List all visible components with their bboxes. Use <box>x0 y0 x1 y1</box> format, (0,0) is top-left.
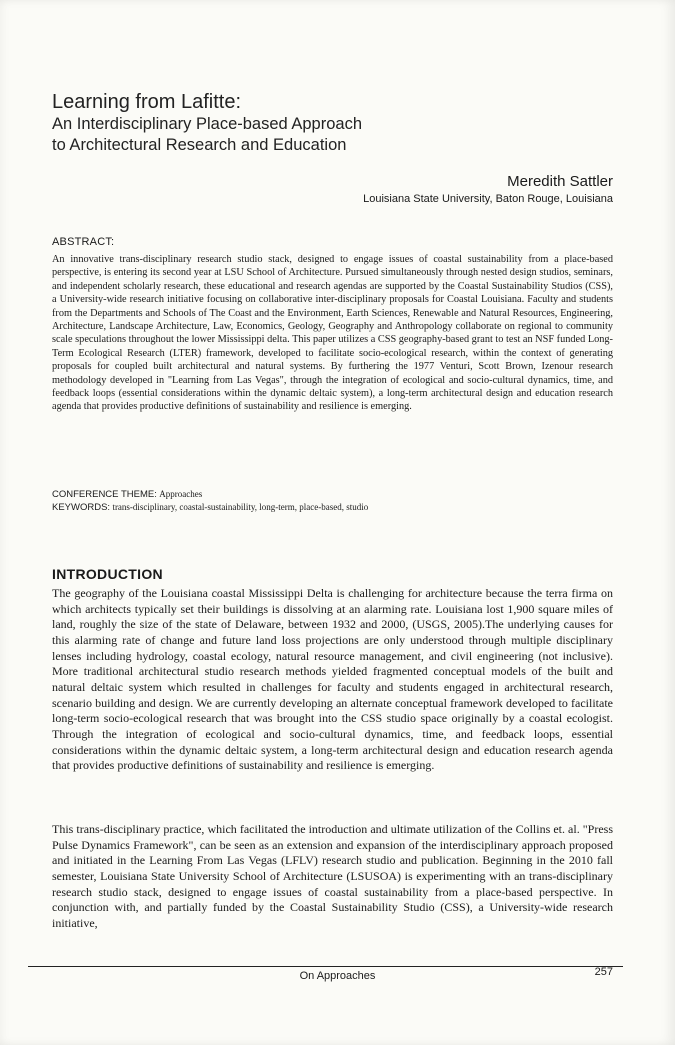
keywords-line <box>52 501 613 514</box>
introduction-paragraph-2: This trans-disciplinary practice, which facilitated the introduction and ultimate utilization of the Collins et. al. "Press Pulse Dynamics Framework", can be seen as an extension and expansion of the interdisciplinary approach proposed and initiated in the Learning From Las Vegas (LFLV) research studio and publication. Beginning in the 2010 fall semester, Louisiana State University School of Architecture (LSUSOA) is experimenting with an trans-disciplinary research studio stack, designed to engage issues of coastal sustainability from a place-based perspective. In conjunction with, and partially funded by the Coastal Sustainability Studio (CSS), a University-wide research initiative, <box>52 822 613 930</box>
conference-theme-label: CONFERENCE THEME: <box>52 489 157 500</box>
keywords-value: trans-disciplinary, coastal-sustainability, long-term, place-based, studio <box>112 502 369 512</box>
footer-rule <box>28 966 623 967</box>
paper-metadata <box>52 488 613 514</box>
author-name: Meredith Sattler <box>507 173 613 190</box>
page-number: 257 <box>594 966 613 978</box>
author-affiliation: Louisiana State University, Baton Rouge, Louisiana <box>363 193 613 205</box>
keywords-label: KEYWORDS: <box>52 502 111 513</box>
title-line-3: to Architectural Research and Education <box>52 136 347 154</box>
introduction-paragraph-1: The geography of the Louisiana coastal Mississippi Delta is challenging for architecture because the terra firma on which architects typically set their buildings is dissolving at an alarming rate. Louisiana lost 1,900 square miles of land, roughly the size of the state of Delaware, between 1932 and 2000, (USGS, 2005).The underlying causes for this alarming rate of change and future land loss projections are only understood through multiple disciplinary lenses including hydrology, coastal ecology, natural resource management, and civil engineering (not inclusive). More traditional architectural studio research methods yielded fragmented conceptual models of the built and natural deltaic system which resulted in challenges for faculty and students engaged in architectural research, scenario building and design. We are currently developing an alternate conceptual framework developed to facilitate long-term socio-ecological research that was brought into the CSS studio space originally by a coastal ecologist. Through the integration of ecological and socio-cultural dynamics, time, and feedback loops, essential considerations within the dynamic deltaic system, a long-term architectural design and education research agenda that provides productive definitions of sustainability and resilience is emerging. <box>52 586 613 773</box>
title-line-2: An Interdisciplinary Place-based Approach <box>52 115 363 133</box>
introduction-heading: INTRODUCTION <box>52 566 163 582</box>
footer-running-title: On Approaches <box>299 970 376 982</box>
abstract-heading: ABSTRACT: <box>52 236 115 248</box>
title-line-1: Learning from Lafitte: <box>52 91 241 113</box>
paper-title <box>52 90 502 156</box>
conference-theme-value: Approaches <box>159 489 203 499</box>
conference-theme-line <box>52 488 613 501</box>
author-block <box>363 172 613 207</box>
abstract-body: An innovative trans-disciplinary research studio stack, designed to engage issues of coastal sustainability from a place-based perspective, is entering its second year at LSU School of Architecture. Pursued simultaneously through nested design studios, seminars, and independent scholarly research, these educational and research agendas are supported by the Coastal Sustainability Studios (CSS), a University-wide research initiative focusing on collaborative inter-disciplinary proposals for Coastal Louisiana. Faculty and students from the Departments and Schools of The Coast and the Environment, Earth Sciences, Renewable and Natural Resources, Engineering, Architecture, Landscape Architecture, Law, Economics, Geology, Geography and Anthropology collaborate on regional to community scale speculations throughout the lower Mississippi delta. This paper utilizes a CSS geography-based grant to test an NSF funded Long-Term Ecological Research (LTER) framework, developed to facilitate socio-ecological research, within the context of generating proposals for coupled built architectural and natural systems. By furthering the 1977 Venturi, Scott Brown, Izenour research methodology developed in "Learning from Las Vegas", through the integration of ecological and socio-cultural dynamics, time, and feedback loops (essential considerations within the dynamic deltaic system), a long-term architectural design and education research agenda that provides productive definitions of sustainability and resilience is emerging. <box>52 254 613 413</box>
